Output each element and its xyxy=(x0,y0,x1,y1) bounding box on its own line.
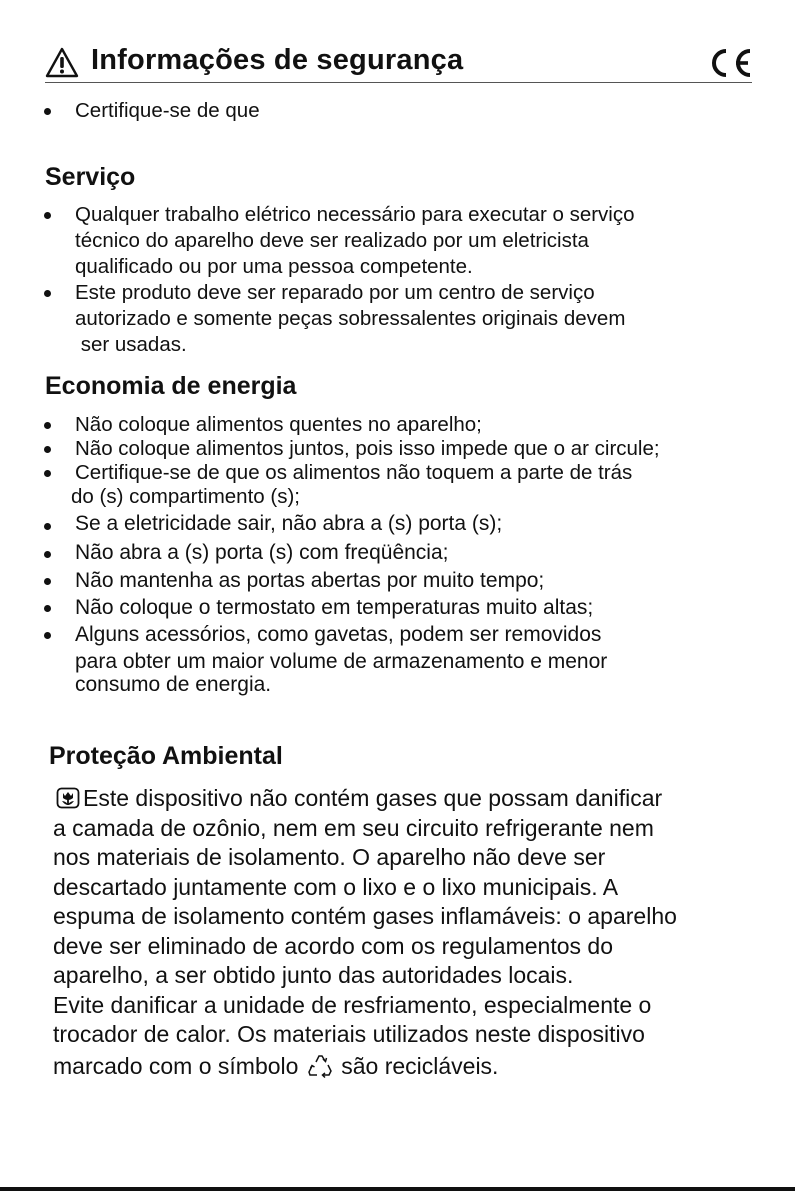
bullet xyxy=(44,551,51,558)
list-item-text: Qualquer trabalho elétrico necessário para executar o serviço xyxy=(75,203,635,226)
environment-paragraph xyxy=(53,784,677,1081)
list-item-text: Não coloque o termostato em temperaturas muito altas; xyxy=(75,596,594,619)
paragraph-line: Evite danificar a unidade de resfriamento, especialmente o xyxy=(53,991,652,1018)
list-item-text: do (s) compartimento (s); xyxy=(71,485,300,508)
intro-list xyxy=(44,99,260,123)
list-item xyxy=(44,621,660,698)
paragraph-line: deve ser eliminado de acordo com os regulamentos do xyxy=(53,932,613,959)
paragraph-text: Este dispositivo não contém gases que possam danificar xyxy=(83,785,663,811)
list-item-text: Não abra a (s) porta (s) com freqüência; xyxy=(75,541,449,564)
list-item-text: técnico do aparelho deve ser realizado por um eletricista xyxy=(75,229,589,252)
paragraph-line: descartado juntamente com o lixo e o lixo municipais. A xyxy=(53,873,619,900)
section-heading-environment: Proteção Ambiental xyxy=(49,742,283,770)
paragraph-text: são recicláveis. xyxy=(341,1052,499,1079)
list-item xyxy=(44,280,635,358)
bullet xyxy=(44,212,51,219)
list-item-text: Não coloque alimentos juntos, pois isso impede que o ar circule; xyxy=(75,437,660,460)
list-item xyxy=(44,202,635,280)
list-item-text: qualificado ou por uma pessoa competente. xyxy=(75,255,473,278)
list-item xyxy=(44,99,260,123)
bullet xyxy=(44,446,51,453)
list-item-text: Não mantenha as portas abertas por muito tempo; xyxy=(75,569,545,592)
service-list xyxy=(44,202,635,358)
title-divider xyxy=(45,82,752,83)
list-item xyxy=(44,437,660,461)
ce-mark-icon xyxy=(706,48,752,78)
list-item xyxy=(44,539,660,567)
bullet xyxy=(44,108,51,115)
list-item-text: Este produto deve ser reparado por um centro de serviço xyxy=(75,281,595,304)
bullet xyxy=(44,605,51,612)
section-heading-energy: Economia de energia xyxy=(45,372,297,400)
list-item xyxy=(44,413,660,437)
list-item-text: Certifique-se de que xyxy=(75,99,260,122)
bullet xyxy=(44,632,51,639)
list-item-text: consumo de energia. xyxy=(75,673,272,696)
list-item-text: Alguns acessórios, como gavetas, podem ser removidos xyxy=(75,623,602,646)
list-item-text: ser usadas. xyxy=(75,333,187,356)
list-item-text: para obter um maior volume de armazenamento e menor xyxy=(75,650,608,673)
page-title: Informações de segurança xyxy=(91,44,464,76)
bullet xyxy=(44,470,51,477)
list-item-text: Certifique-se de que os alimentos não toquem a parte de trás xyxy=(75,461,633,484)
recycle-icon xyxy=(307,1053,333,1079)
list-item xyxy=(44,567,660,594)
list-item-text: Se a eletricidade sair, não abra a (s) porta (s); xyxy=(75,512,503,535)
paragraph-line: nos materiais de isolamento. O aparelho não deve ser xyxy=(53,844,606,870)
bullet xyxy=(44,290,51,297)
paragraph-line: trocador de calor. Os materiais utilizados neste dispositivo xyxy=(53,1021,645,1047)
section-heading-service: Serviço xyxy=(45,163,136,191)
paragraph-line xyxy=(53,784,677,814)
list-item xyxy=(44,461,660,509)
paragraph-line: a camada de ozônio, nem em seu circuito refrigerante nem xyxy=(53,814,654,841)
list-item-text: autorizado e somente peças sobressalentes originais devem xyxy=(75,307,626,330)
bullet xyxy=(44,422,51,429)
eco-flower-icon xyxy=(56,787,80,809)
bullet xyxy=(44,578,51,585)
list-item xyxy=(44,594,660,621)
warning-triangle-icon xyxy=(45,47,79,78)
energy-list xyxy=(44,413,660,698)
list-item-text: Não coloque alimentos quentes no aparelho; xyxy=(75,413,482,436)
list-item xyxy=(44,509,660,539)
paragraph-line: espuma de isolamento contém gases inflamáveis: o aparelho xyxy=(53,903,677,929)
page-bottom-edge xyxy=(0,1187,795,1191)
paragraph-line xyxy=(53,1052,677,1082)
bullet xyxy=(44,523,51,530)
paragraph-text: marcado com o símbolo xyxy=(53,1052,299,1079)
paragraph-line: aparelho, a ser obtido junto das autoridades locais. xyxy=(53,962,574,988)
page-header xyxy=(45,44,752,82)
